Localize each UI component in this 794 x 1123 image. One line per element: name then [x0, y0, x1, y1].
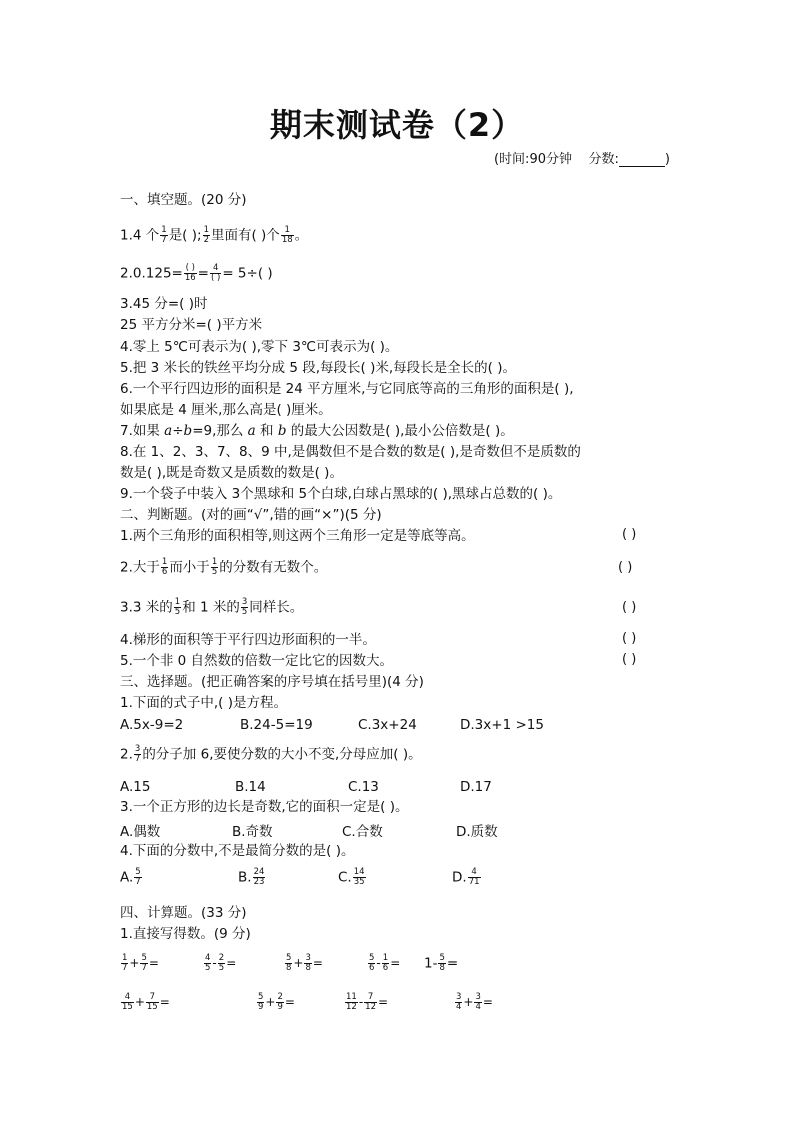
question-1-8b: 数是( ),既是奇数又是质数的数是( )。	[120, 465, 343, 481]
question-1-1: 1.4 个 $\frac{1}{7}$ 是( ); $\frac{1}{2}$ 里面有( )个 $\frac{1}{18}$ 。	[120, 225, 309, 245]
score-label: 分数:	[588, 152, 619, 167]
judge-5: 5.一个非 0 自然数的倍数一定比它的因数大。	[120, 653, 394, 669]
calc-item[interactable]: 1- $\frac{5}{8}$ =	[424, 953, 459, 973]
option-b[interactable]: B.14	[235, 779, 266, 795]
fraction: $\frac{14}{35}$	[353, 867, 365, 887]
calc-item[interactable]: $\frac{5}{6}$ - $\frac{1}{6}$ =	[369, 953, 401, 973]
option-a[interactable]: A.偶数	[120, 824, 161, 840]
option-d[interactable]: D. $\frac{4}{71}$	[452, 867, 480, 887]
question-1-4: 4.零上 5℃可表示为( ),零下 3℃可表示为( )。	[120, 339, 399, 355]
question-1-7: 7.如果 a÷b=9,那么 a 和 b 的最大公因数是( ),最小公倍数是( )。	[120, 423, 514, 439]
score-blank[interactable]	[619, 154, 665, 167]
option-b[interactable]: B.奇数	[232, 824, 273, 840]
meta-close: )	[664, 152, 670, 167]
question-1-6a: 6.一个平行四边形的面积是 24 平方厘米,与它同底等高的三角形的面积是( ),	[120, 381, 574, 397]
option-d[interactable]: D.3x+1 >15	[460, 717, 544, 733]
choice-3: 3.一个正方形的边长是奇数,它的面积一定是( )。	[120, 799, 409, 815]
section4-heading: 四、计算题。(33 分)	[120, 905, 247, 921]
fraction: $\frac{1}{6}$	[161, 557, 168, 577]
calc-item[interactable]: $\frac{4}{15}$ + $\frac{7}{15}$ =	[122, 992, 170, 1012]
calc-item[interactable]: $\frac{3}{4}$ + $\frac{3}{4}$ =	[456, 992, 493, 1012]
section1-heading: 一、填空题。(20 分)	[120, 192, 247, 208]
fraction: $\frac{5}{7}$	[135, 867, 141, 887]
fraction: $\frac{24}{23}$	[253, 867, 265, 887]
fraction: $\frac{1}{7}$	[161, 225, 167, 245]
calc-item[interactable]: $\frac{11}{12}$ - $\frac{7}{12}$ =	[346, 992, 389, 1012]
calc-item[interactable]: $\frac{5}{8}$ + $\frac{3}{8}$ =	[286, 953, 323, 973]
judge-1: 1.两个三角形的面积相等,则这两个三角形一定是等底等高。	[120, 528, 475, 544]
option-c[interactable]: C.13	[348, 779, 379, 795]
calc-subheading: 1.直接写得数。(9 分)	[120, 926, 251, 942]
choice-1: 1.下面的式子中,( )是方程。	[120, 695, 287, 711]
option-d[interactable]: D.质数	[456, 824, 498, 840]
fraction: $\frac{4}{71}$	[468, 867, 480, 887]
option-b[interactable]: B.24-5=19	[240, 717, 313, 733]
question-1-3b: 25 平方分米=( )平方米	[120, 317, 263, 333]
question-1-3a: 3.45 分=( )时	[120, 296, 208, 312]
question-1-9: 9.一个袋子中装入 3个黑球和 5个白球,白球占黑球的( ),黑球占总数的( )。	[120, 486, 562, 502]
fraction: $\frac{1}{5}$	[211, 557, 218, 577]
calc-item[interactable]: $\frac{4}{5}$ - $\frac{2}{5}$ =	[205, 953, 237, 973]
section2-heading: 二、判断题。(对的画“√”,错的画“×”)(5 分)	[120, 507, 382, 523]
calc-item[interactable]: $\frac{5}{9}$ + $\frac{2}{9}$ =	[258, 992, 295, 1012]
question-1-8a: 8.在 1、2、3、7、8、9 中,是偶数但不是合数的数是( ),是奇数但不是质数的	[120, 444, 581, 460]
question-1-5: 5.把 3 米长的铁丝平均分成 5 段,每段长( )米,每段长是全长的( )。	[120, 360, 516, 376]
option-b[interactable]: B. $\frac{24}{23}$	[238, 867, 265, 887]
option-c[interactable]: C.3x+24	[358, 717, 417, 733]
option-a[interactable]: A. $\frac{5}{7}$	[120, 867, 141, 887]
answer-paren[interactable]: ( )	[622, 631, 637, 646]
fraction: 4 ( )	[210, 263, 221, 283]
time-value: 90	[529, 152, 546, 167]
section3-heading: 三、选择题。(把正确答案的序号填在括号里)(4 分)	[120, 674, 424, 690]
question-1-6b: 如果底是 4 厘米,那么高是( )厘米。	[120, 402, 332, 418]
option-a[interactable]: A.15	[120, 779, 151, 795]
judge-4: 4.梯形的面积等于平行四边形面积的一半。	[120, 632, 376, 648]
fraction: $\frac{1}{18}$	[281, 225, 293, 245]
calc-item[interactable]: $\frac{1}{7}$ + $\frac{5}{7}$ =	[122, 953, 159, 973]
option-c[interactable]: C.合数	[342, 824, 383, 840]
option-d[interactable]: D.17	[460, 779, 492, 795]
exam-meta	[494, 148, 670, 167]
fraction: $\frac{1}{5}$	[174, 597, 181, 617]
page-title: 期末测试卷（2）	[269, 106, 525, 144]
judge-2: 2.大于 $\frac{1}{6}$ 而小于 $\frac{1}{5}$ 的分数有无数个。	[120, 557, 328, 577]
option-a[interactable]: A.5x-9=2	[120, 717, 184, 733]
option-c[interactable]: C. $\frac{14}{35}$	[338, 867, 365, 887]
time-label: (时间:	[493, 152, 530, 167]
time-unit: 分钟	[545, 152, 572, 167]
fraction: $\frac{1}{2}$	[203, 225, 209, 245]
question-1-2: 2.0.125= ( ) 16 = 4 ( ) = 5÷( )	[120, 263, 273, 283]
choice-2: 2. $\frac{3}{7}$ 的分子加 6,要使分数的大小不变,分母应加( )。	[120, 744, 422, 764]
fraction: $\frac{3}{5}$	[241, 597, 248, 617]
answer-paren[interactable]: ( )	[622, 527, 637, 542]
answer-paren[interactable]: ( )	[618, 560, 633, 575]
fraction: $\frac{3}{7}$	[134, 744, 141, 764]
judge-3: 3.3 米的 $\frac{1}{5}$ 和 1 米的 $\frac{3}{5}$ 同样长。	[120, 597, 304, 617]
choice-4: 4.下面的分数中,不是最简分数的是( )。	[120, 843, 355, 859]
fraction: ( ) 16	[184, 263, 196, 283]
answer-paren[interactable]: ( )	[622, 600, 637, 615]
answer-paren[interactable]: ( )	[622, 652, 637, 667]
